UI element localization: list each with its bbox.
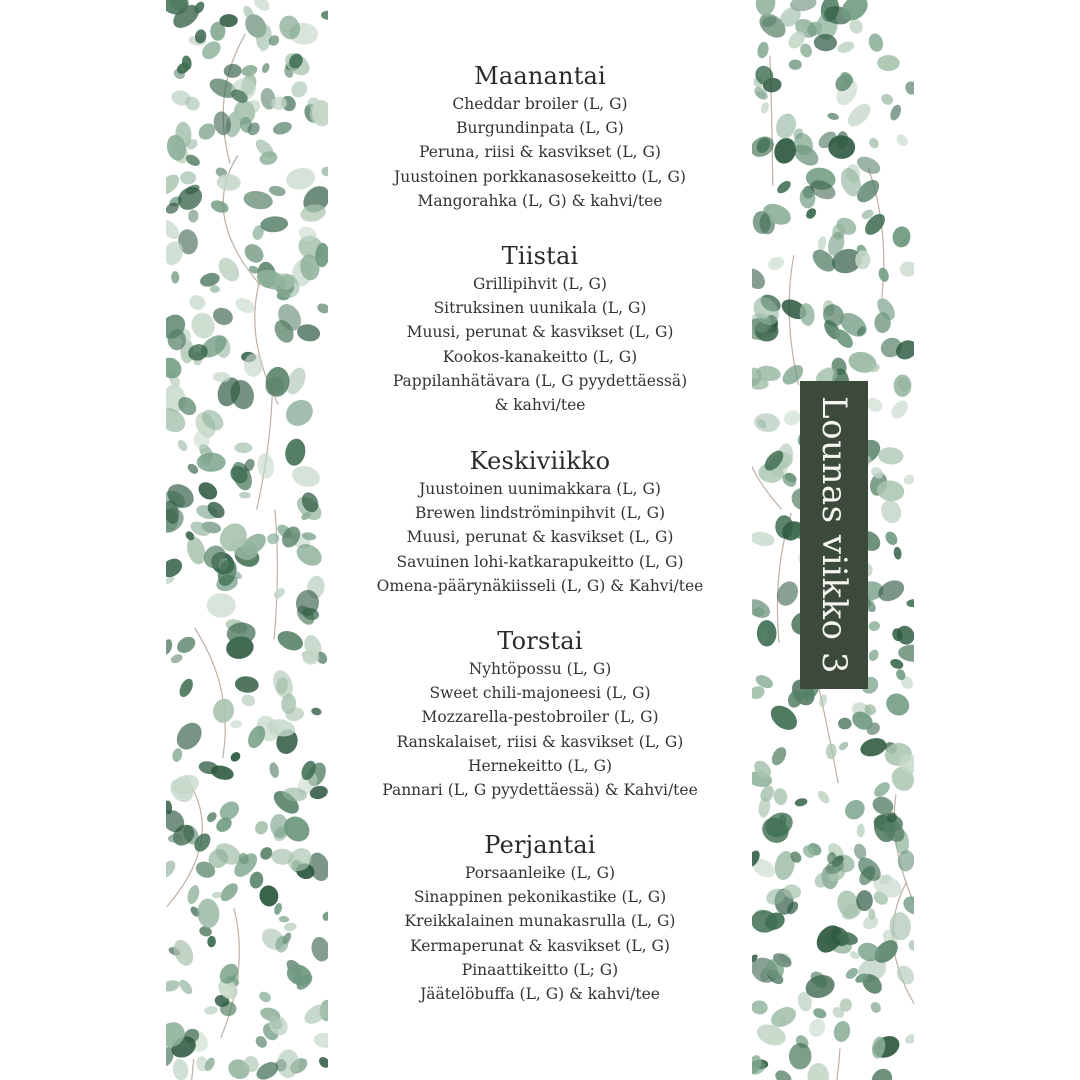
menu-item: Pappilanhätävara (L, G pyydettäessä): [392, 371, 688, 390]
eucalyptus-leaf: [268, 761, 280, 778]
menu-item: Porsaanleike (L, G): [464, 864, 616, 882]
day-items-friday: [330, 861, 750, 1006]
eucalyptus-leaf: [272, 586, 287, 600]
eucalyptus-leaf: [837, 740, 850, 752]
eucalyptus-leaf: [879, 92, 895, 107]
eucalyptus-leaf: [883, 529, 900, 547]
day-title-friday: Perjantai: [484, 831, 596, 859]
eucalyptus-leaf: [174, 634, 198, 657]
eucalyptus-leaf: [240, 63, 258, 77]
day-items-wednesday: [330, 477, 750, 598]
menu-item: & kahvi/tee: [494, 396, 586, 415]
eucalyptus-leaf: [204, 1005, 219, 1015]
eucalyptus-leaf: [844, 100, 875, 131]
eucalyptus-leaf: [171, 747, 183, 763]
eucalyptus-leaf: [868, 620, 881, 632]
eucalyptus-leaf: [316, 302, 328, 315]
eucalyptus-leaf: [171, 1058, 189, 1080]
eucalyptus-leaf: [838, 717, 852, 729]
eucalyptus-leaf: [321, 10, 328, 20]
eucalyptus-leaf: [813, 33, 837, 51]
menu-item: Sweet chili-majoneesi (L, G): [429, 684, 651, 703]
eucalyptus-leaf: [284, 165, 317, 192]
menu-item: Kookos-kanakeitto (L, G): [442, 347, 638, 366]
weekly-lunch-menu: [330, 0, 750, 1080]
eucalyptus-leaf: [205, 810, 219, 824]
week-label-banner: [800, 381, 868, 689]
eucalyptus-leaf: [188, 209, 199, 223]
eucalyptus-leaf: [187, 292, 208, 312]
eucalyptus-leaf: [195, 479, 220, 503]
eucalyptus-leaf: [869, 1000, 883, 1015]
eucalyptus-leaf: [229, 750, 242, 763]
eucalyptus-leaf: [234, 442, 252, 453]
eucalyptus-leaf: [234, 675, 259, 693]
eucalyptus-leaf: [760, 101, 771, 115]
eucalyptus-leaf: [271, 120, 293, 137]
eucalyptus-leaf: [794, 797, 808, 807]
eucalyptus-leaf: [281, 394, 318, 431]
eucalyptus-leaf: [752, 908, 779, 934]
eucalyptus-leaf: [818, 694, 828, 708]
menu-item: Grillipihvit (L, G): [473, 275, 607, 293]
eucalyptus-leaf: [888, 103, 903, 122]
eucalyptus-leaf: [177, 978, 195, 997]
eucalyptus-leaf: [177, 677, 196, 700]
menu-item: Sitruksinen uunikala (L, G): [433, 299, 647, 318]
eucalyptus-leaf: [233, 295, 257, 316]
eucalyptus-leaf: [311, 707, 323, 717]
menu-item: Muusi, perunat & kasvikset (L, G): [406, 323, 674, 342]
day-monday: [330, 60, 750, 213]
eucalyptus-leaf: [766, 254, 787, 273]
eucalyptus-leaf: [223, 64, 242, 79]
menu-item: Peruna, riisi & kasvikset (L, G): [419, 143, 661, 162]
eucalyptus-leaf: [275, 627, 306, 654]
eucalyptus-leaf: [889, 657, 905, 671]
eucalyptus-leaf: [170, 653, 184, 665]
eucalyptus-leaf: [773, 787, 789, 806]
eucalyptus-leaf: [816, 789, 832, 806]
eucalyptus-leaf: [207, 593, 236, 617]
day-wednesday: [330, 445, 750, 598]
eucalyptus-leaf: [242, 189, 274, 212]
eucalyptus-leaf: [209, 198, 230, 215]
eucalyptus-leaf: [277, 1049, 300, 1078]
eucalyptus-leaf: [878, 446, 905, 465]
menu-item: Juustoinen porkkanasosekeitto (L, G): [394, 167, 686, 186]
eucalyptus-leaf: [251, 0, 272, 14]
menu-item: Sinappinen pekonikastike (L, G): [413, 888, 667, 907]
eucalyptus-leaf: [898, 260, 914, 279]
eucalyptus-leaf: [858, 735, 888, 759]
eucalyptus-leaf: [857, 824, 865, 838]
eucalyptus-leaf: [906, 599, 914, 607]
eucalyptus-leaf: [836, 39, 856, 55]
day-items-monday: [330, 92, 750, 213]
eucalyptus-leaf: [867, 648, 880, 663]
menu-item: Omena-päärynäkiisseli (L, G) & Kahvi/tee: [376, 576, 704, 595]
menu-item: Jäätelöbuffa (L, G) & kahvi/tee: [420, 985, 660, 1004]
menu-item: Cheddar broiler (L, G): [452, 95, 628, 113]
day-title-wednesday: Keskiviikko: [469, 447, 611, 475]
eucalyptus-leaf: [841, 796, 869, 823]
menu-item: Muusi, perunat & kasvikset (L, G): [406, 528, 674, 547]
eucalyptus-leaf: [775, 178, 793, 195]
eucalyptus-leaf: [317, 1055, 328, 1070]
eucalyptus-leaf: [773, 1067, 795, 1080]
eucalyptus-leaf: [789, 59, 802, 69]
eucalyptus-leaf: [260, 215, 289, 233]
eucalyptus-leaf: [875, 576, 908, 605]
menu-item: Pinaattikeitto (L; G): [461, 960, 619, 979]
menu-item: Nyhtöpossu (L, G): [468, 660, 612, 678]
eucalyptus-leaf: [752, 999, 768, 1015]
eucalyptus-leaf: [756, 41, 770, 60]
eucalyptus-leaf: [278, 916, 289, 923]
eucalyptus-leaf: [817, 236, 828, 252]
eucalyptus-leaf: [290, 463, 323, 490]
eucalyptus-leaf: [891, 225, 912, 248]
day-title-thursday: Torstai: [497, 627, 583, 655]
eucalyptus-leaf: [284, 922, 297, 931]
eucalyptus-foliage: [166, 0, 328, 1080]
eucalyptus-leaf: [894, 132, 910, 148]
eucalyptus-leaf: [898, 644, 914, 663]
eucalyptus-leaf: [283, 437, 308, 467]
eucalyptus-leaf: [877, 266, 890, 283]
eucalyptus-leaf: [180, 171, 196, 184]
eucalyptus-leaf: [806, 1016, 828, 1039]
eucalyptus-leaf: [867, 136, 881, 150]
eucalyptus-leaf: [266, 532, 281, 546]
eucalyptus-leaf: [239, 492, 251, 499]
eucalyptus-leaf: [878, 497, 905, 526]
eucalyptus-leaf: [207, 936, 216, 948]
eucalyptus-leaf: [788, 1043, 812, 1070]
eucalyptus-leaf: [321, 167, 328, 177]
menu-item: Kermaperunat & kasvikset (L, G): [410, 936, 670, 955]
eucalyptus-border-left: [166, 0, 328, 1080]
day-thursday: [330, 625, 750, 802]
menu-item: Savuinen lohi-katkarapukeitto (L, G): [396, 552, 684, 571]
eucalyptus-leaf: [769, 745, 789, 768]
eucalyptus-leaf: [755, 0, 777, 16]
eucalyptus-leaf: [804, 206, 818, 221]
eucalyptus-leaf: [903, 80, 914, 97]
eucalyptus-leaf: [893, 546, 902, 560]
eucalyptus-leaf: [268, 184, 286, 197]
eucalyptus-leaf: [807, 1063, 829, 1080]
eucalyptus-leaf: [196, 898, 220, 929]
eucalyptus-leaf: [256, 452, 276, 480]
menu-item: Mangorahka (L, G) & kahvi/tee: [417, 191, 663, 210]
menu-item: Hernekeitto (L, G): [467, 756, 613, 775]
eucalyptus-leaf: [240, 693, 257, 708]
eucalyptus-leaf: [176, 438, 190, 453]
eucalyptus-leaf: [882, 689, 913, 720]
eucalyptus-leaf: [871, 779, 892, 799]
eucalyptus-leaf: [166, 555, 186, 581]
eucalyptus-leaf: [313, 1032, 328, 1049]
eucalyptus-leaf: [166, 858, 178, 880]
eucalyptus-leaf: [252, 818, 270, 837]
eucalyptus-leaf: [309, 935, 328, 963]
eucalyptus-leaf: [171, 271, 179, 284]
eucalyptus-leaf: [197, 452, 226, 472]
day-tuesday: [330, 240, 750, 417]
day-items-tuesday: [330, 272, 750, 417]
menu-item: Mozzarella-pestobroiler (L, G): [421, 708, 659, 727]
eucalyptus-leaf: [832, 1020, 852, 1044]
eucalyptus-leaf: [321, 910, 328, 923]
eucalyptus-leaf: [827, 112, 840, 121]
eucalyptus-leaf: [877, 55, 900, 71]
eucalyptus-leaf: [185, 884, 201, 906]
eucalyptus-leaf: [212, 891, 222, 898]
eucalyptus-leaf: [888, 397, 911, 421]
day-title-tuesday: Tiistai: [501, 242, 579, 270]
week-label-text: Lounas viikko 3: [814, 396, 854, 674]
eucalyptus-leaf: [908, 940, 914, 952]
day-title-monday: Maanantai: [474, 62, 606, 90]
eucalyptus-leaf: [752, 265, 769, 293]
eucalyptus-leaf: [166, 638, 174, 656]
eucalyptus-leaf: [752, 530, 776, 548]
day-friday: [330, 829, 750, 1006]
eucalyptus-leaf: [261, 62, 271, 74]
menu-item: Ranskalaiset, riisi & kasvikset (L, G): [396, 732, 684, 751]
menu-item: Kreikkalainen munakasrulla (L, G): [404, 912, 676, 931]
day-items-thursday: [330, 657, 750, 802]
menu-item: Burgundinpata (L, G): [456, 119, 624, 138]
eucalyptus-leaf: [902, 473, 914, 487]
eucalyptus-leaf: [867, 32, 885, 54]
menu-item: Juustoinen uunimakkara (L, G): [419, 480, 661, 498]
eucalyptus-leaf: [257, 990, 273, 1005]
eucalyptus-leaf: [825, 743, 837, 760]
eucalyptus-leaf: [230, 720, 243, 729]
menu-item: Brewen lindströminpihvit (L, G): [414, 504, 666, 523]
eucalyptus-leaf: [812, 1006, 828, 1020]
eucalyptus-leaf: [867, 1065, 896, 1080]
eucalyptus-leaf: [248, 870, 264, 889]
menu-item: Pannari (L, G pyydettäessä) & Kahvi/tee: [382, 781, 698, 800]
eucalyptus-leaf: [217, 880, 241, 904]
eucalyptus-leaf: [904, 1032, 914, 1045]
eucalyptus-leaf: [210, 285, 220, 293]
eucalyptus-leaf: [211, 697, 237, 725]
eucalyptus-leaf: [166, 979, 181, 994]
